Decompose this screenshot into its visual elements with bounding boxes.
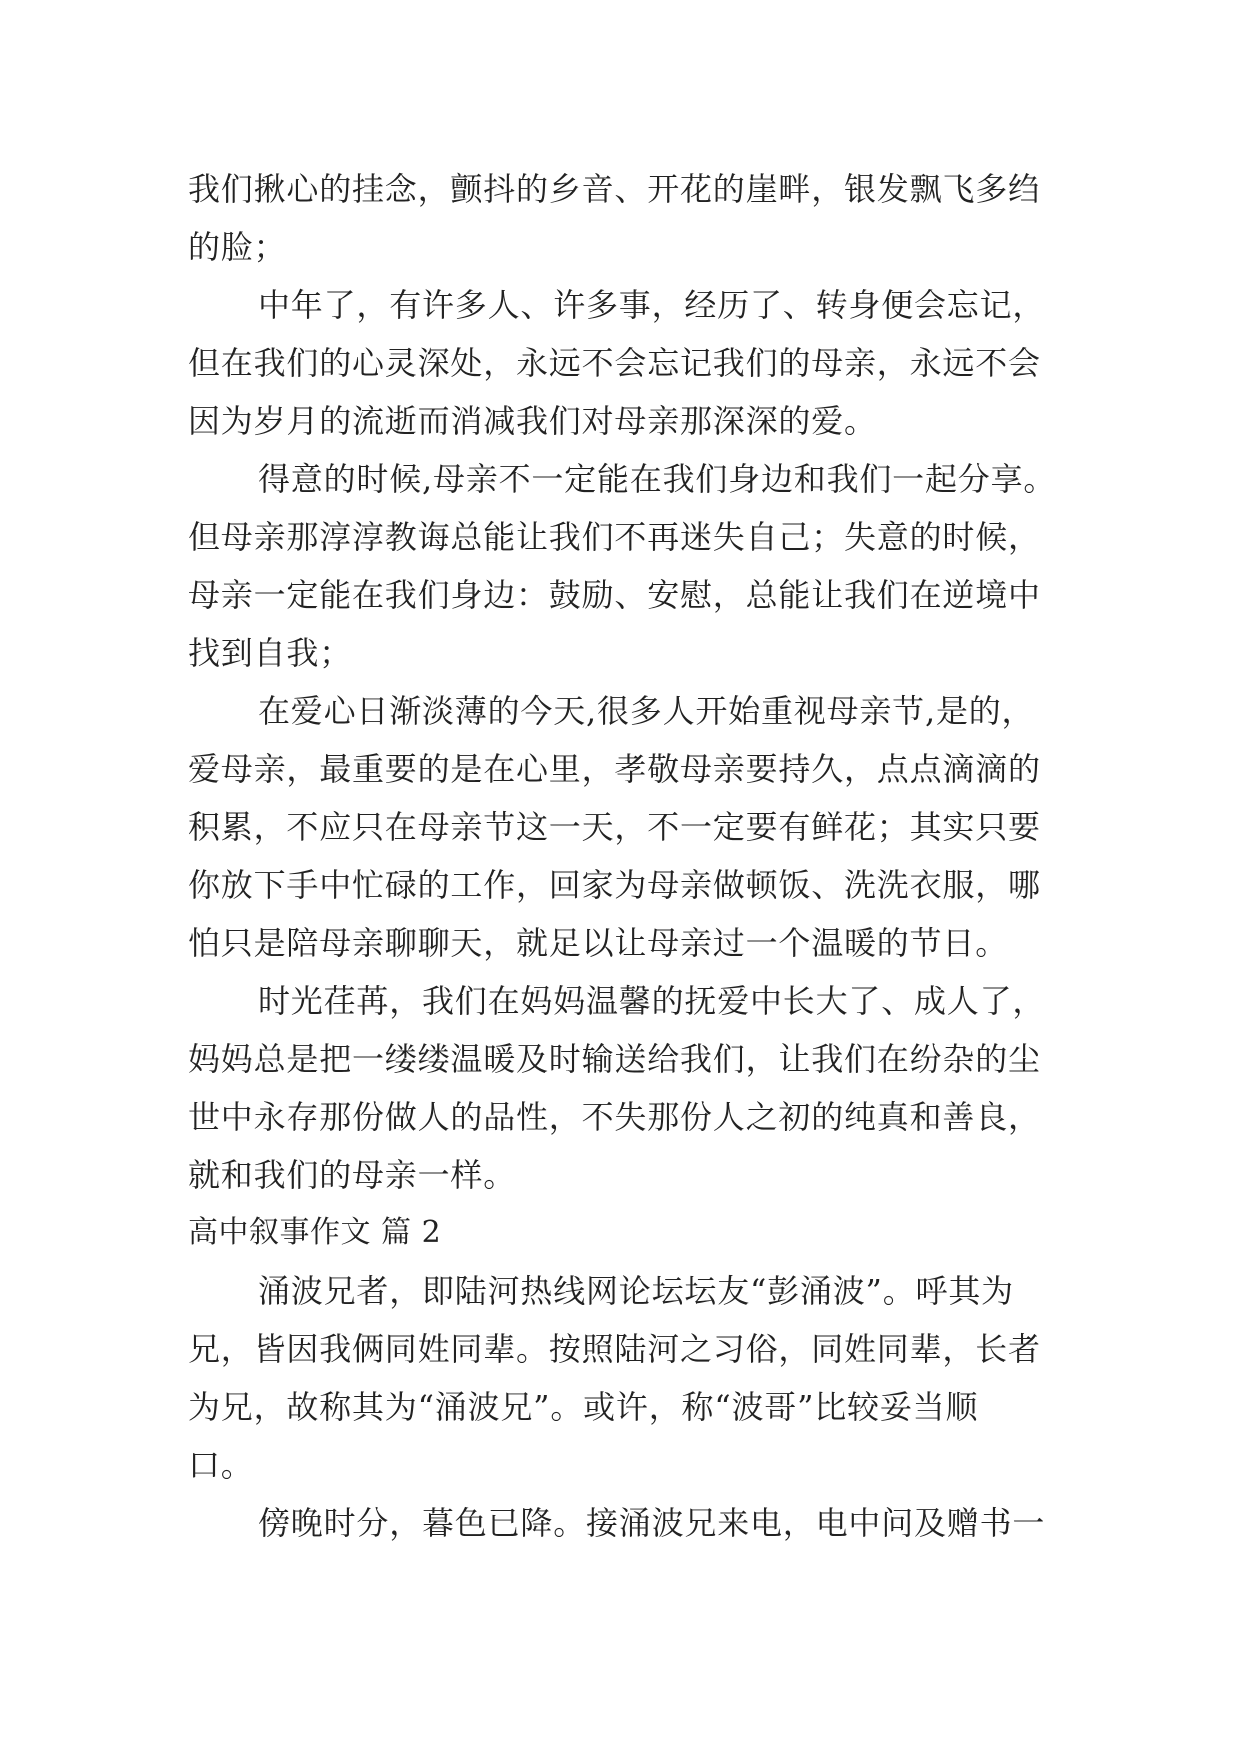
text-line: 妈妈总是把一缕缕温暖及时输送给我们，让我们在纷杂的尘 (188, 1040, 1041, 1078)
text-line: 但在我们的心灵深处，永远不会忘记我们的母亲，永远不会 (188, 344, 1041, 382)
text-line: 你放下手中忙碌的工作，回家为母亲做顿饭、洗洗衣服，哪 (188, 866, 1041, 904)
paragraph-start-line: 时光荏苒，我们在妈妈温馨的抚爱中长大了、成人了， (258, 982, 1046, 1020)
text-line: 为兄，故称其为“涌波兄”。或许，称“波哥”比较妥当顺 (188, 1388, 979, 1426)
text-line: 世中永存那份做人的品性，不失那份人之初的纯真和善良， (188, 1098, 1041, 1136)
paragraph-start-line: 中年了，有许多人、许多事，经历了、转身便会忘记， (258, 286, 1046, 324)
text-line: 口。 (188, 1446, 254, 1484)
paragraph-start-line: 在爱心日渐淡薄的今天,很多人开始重视母亲节,是的， (258, 692, 1035, 730)
document-page (188, 160, 1068, 1552)
text-line: 的脸； (188, 228, 287, 266)
text-line: 兄，皆因我俩同姓同辈。按照陆河之习俗，同姓同辈，长者 (188, 1330, 1041, 1368)
paragraph-start-line: 得意的时候,母亲不一定能在我们身边和我们一起分享。 (258, 460, 1057, 498)
paragraph-start-line: 傍晚时分，暮色已降。接涌波兄来电，电中问及赠书一 (258, 1504, 1046, 1542)
text-line: 怕只是陪母亲聊聊天，就足以让母亲过一个温暖的节日。 (188, 924, 1009, 962)
text-line: 母亲一定能在我们身边：鼓励、安慰，总能让我们在逆境中 (188, 576, 1041, 614)
text-line: 找到自我； (188, 634, 353, 672)
paragraph-start-line: 涌波兄者，即陆河热线网论坛坛友“彭涌波”。呼其为 (258, 1272, 1014, 1310)
text-line: 我们揪心的挂念，颤抖的乡音、开花的崖畔，银发飘飞多绉 (188, 170, 1041, 208)
text-line: 爱母亲，最重要的是在心里，孝敬母亲要持久，点点滴滴的 (188, 750, 1041, 788)
text-line: 积累，不应只在母亲节这一天，不一定要有鲜花；其实只要 (188, 808, 1041, 846)
section-heading: 高中叙事作文 篇 2 (188, 1215, 442, 1250)
text-line: 就和我们的母亲一样。 (188, 1156, 517, 1194)
text-line: 但母亲那淳淳教诲总能让我们不再迷失自己；失意的时候， (188, 518, 1041, 556)
text-line: 因为岁月的流逝而消减我们对母亲那深深的爱。 (188, 402, 877, 440)
